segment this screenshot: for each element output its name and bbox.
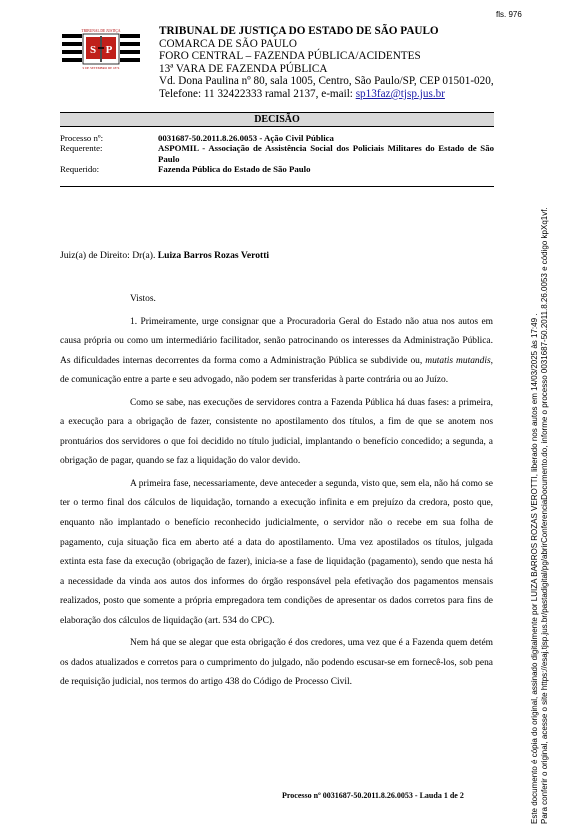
judge-prefix: Juiz(a) de Direito: Dr(a). bbox=[60, 250, 158, 261]
foro: FORO CENTRAL – FAZENDA PÚBLICA/ACIDENTES bbox=[159, 50, 421, 63]
meta-value: Fazenda Pública do Estado de São Paulo bbox=[158, 164, 311, 175]
email-link[interactable]: sp13faz@tjsp.jus.br bbox=[355, 87, 445, 100]
document-type-banner: DECISÃO bbox=[60, 112, 494, 127]
judge-name: Luiza Barros Rozas Verotti bbox=[157, 250, 270, 261]
shield-letter-p: P bbox=[105, 44, 113, 56]
metadata-divider bbox=[60, 186, 494, 187]
meta-row-processo bbox=[60, 133, 494, 143]
signature-line-1: Este documento é cópia do original, assinado digitalmente por LUIZA BARROS ROZAS VEROTTI, liberado nos autos em 14/03/2025 às 17:49 . bbox=[530, 313, 539, 824]
meta-row-requerente bbox=[60, 143, 494, 164]
paragraph-4: Nem há que se alegar que esta obrigação é dos credores, uma vez que é a Fazenda quem detém os dados atualizados e corretos para o cumprimento do julgado, não podendo escusar-se em fornecê-los, sob pena de requisição judicial, nos termos do artigo 438 do Código de Processo Civil. bbox=[60, 638, 493, 688]
page-footer: Processo nº 0031687-50.2011.8.26.0053 - Lauda 1 de 2 bbox=[282, 791, 464, 800]
logo-bottom-text: 9 DE SETEMBRO DE 1874 bbox=[82, 66, 120, 70]
meta-label: Requerente: bbox=[60, 143, 103, 154]
vara: 13ª VARA DE FAZENDA PÚBLICA bbox=[159, 62, 328, 75]
paragraph-1-italic: mutatis mutandis bbox=[425, 355, 491, 366]
digital-signature-note bbox=[530, 14, 550, 824]
decision-body bbox=[60, 290, 493, 693]
meta-value: ASPOMIL - Associação de Assistência Social dos Policiais Militares do Estado de São Paulo bbox=[158, 143, 494, 164]
court-name: TRIBUNAL DE JUSTIÇA DO ESTADO DE SÃO PAULO bbox=[159, 25, 439, 37]
contact-line bbox=[159, 88, 499, 101]
signature-line-2: Para conferir o original, acesse o site https://esaj.tjsp.jus.br/pastadigital/pg/abrirConferenciaDocumento.do, informe o processo 0031687-50.2011.8.26.0053 e código kpXq1vf. bbox=[540, 207, 549, 824]
meta-label: Processo nº: bbox=[60, 133, 104, 143]
meta-value: 0031687-50.2011.8.26.0053 - Ação Civil Pública bbox=[158, 133, 334, 143]
court-header bbox=[159, 25, 499, 101]
paragraph-1 bbox=[60, 313, 493, 391]
paragraph-1-end: , de comunicação entre a parte e seu advogado, não podem ser transferidas à parte contrária ou ao Juízo. bbox=[60, 355, 494, 386]
address: Vd. Dona Paulina nº 80, sala 1005, Centro, São Paulo/SP, CEP 01501-020, bbox=[159, 75, 494, 88]
flag-stripes-left bbox=[62, 34, 82, 62]
paragraph-2: Como se sabe, nas execuções de servidores contra a Fazenda Pública há duas fases: a primeira, a execução para a obrigação de fazer, consistente no apostilamento dos títulos, a fim de que se anotem nos prontuários dos servidores o que foi decidido no título judicial, implantando o benefício concedido; a segunda, a obrigação de pagar, quando se faz a liquidação do valor devido. bbox=[60, 397, 493, 467]
court-logo bbox=[62, 28, 140, 72]
paragraph-vistos: Vistos. bbox=[130, 294, 156, 304]
case-metadata bbox=[60, 133, 494, 175]
phone: Telefone: 11 32422333 ramal 2137, e-mail: bbox=[159, 87, 356, 100]
paragraph-1-text: 1. Primeiramente, urge consignar que a Procuradoria Geral do Estado não atua nos autos em causa própria ou como um intermediário facilitador, senão patrocinando os interesses da Administração Pública. As dificuldades internas decorrentes da forma como a Administração Pública se subdivide ou, bbox=[60, 316, 493, 366]
comarca: COMARCA DE SÃO PAULO bbox=[159, 37, 297, 50]
paragraph-3: A primeira fase, necessariamente, deve anteceder a segunda, visto que, sem ela, não há como se ter o termo final dos cálculos de liquidação, tornando a execução infinita e em prejuízo da credora, posto que, enquanto não implantado o benefício reconhecido judicialmente, o servidor não o recebe em sua folha de pagamento, cuja situação fica em aberto até a data do apostilamento. Uma vez apostilados os títulos, julgada extinta esta fase da execução (obrigação de fazer), inicia-se a fase de liquidação (pagamento), sendo que nesta há a necessidade da vinda aos autos dos informes do órgão responsável pela efetivação dos pagamentos mensais realizados, posto que somente a própria empregadora tem condições de apresentar os dados corretos para fins de elaboração dos cálculos de liquidação (art. 534 do CPC). bbox=[60, 478, 493, 626]
meta-label: Requerido: bbox=[60, 164, 100, 175]
meta-row-requerido bbox=[60, 164, 494, 174]
page-number: fls. 976 bbox=[496, 10, 522, 19]
flag-stripes-right bbox=[120, 34, 140, 62]
shield-letter-s: S bbox=[89, 44, 97, 56]
judge-line bbox=[60, 250, 269, 261]
logo-top-text: TRIBUNAL DE JUSTIÇA bbox=[81, 29, 121, 33]
